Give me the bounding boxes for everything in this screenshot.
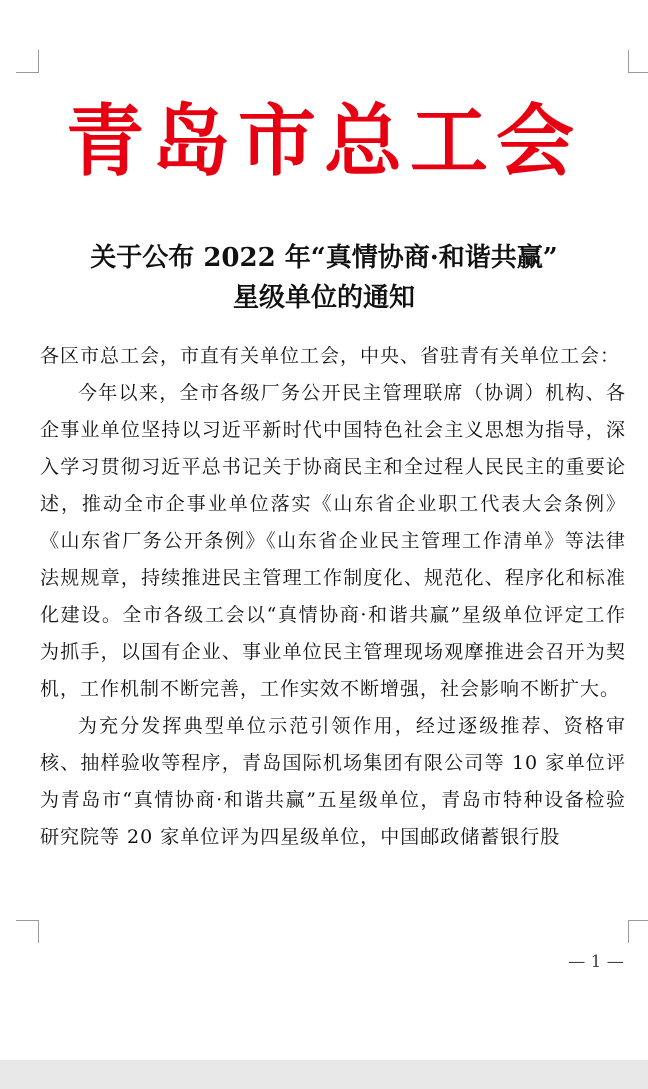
notice-title-line1: 关于公布 2022 年“真情协商·和谐共赢”	[90, 243, 558, 273]
viewer-bottom-strip	[0, 1060, 648, 1089]
crop-mark-top-left	[16, 50, 39, 73]
crop-mark-bottom-left	[16, 920, 39, 943]
paragraph-2: 为充分发挥典型单位示范引领作用，经过逐级推荐、资格审核、抽样验收等程序，青岛国际机场集团有限公司等 10 家单位评为青岛市“真情协商·和谐共赢”五星级单位，青岛市特种设备检验研究院等 20 家单位评为四星级单位，中国邮政储蓄银行股	[40, 715, 626, 848]
salutation: 各区市总工会，市直有关单位工会，中央、省驻青有关单位工会：	[40, 345, 621, 367]
crop-mark-top-right	[628, 50, 648, 73]
notice-title-line2: 星级单位的通知	[232, 283, 415, 313]
paragraph-1: 今年以来，全市各级厂务公开民主管理联席（协调）机构、各企事业单位坚持以习近平新时代中国特色社会主义思想为指导，深入学习贯彻习近平总书记关于协商民主和全过程人民民主的重要论述，推动全市企事业单位落实《山东省企业职工代表大会条例》《山东省厂务公开条例》《山东省企业民主管理工作清单》等法律法规规章，持续推进民主管理工作制度化、规范化、程序化和标准化建设。全市各级工会以“真情协商·和谐共赢”星级单位评定工作为抓手，以国有企业、事业单位民主管理现场观摩推进会召开为契机，工作机制不断完善，工作实效不断增强，社会影响不断扩大。	[40, 382, 626, 700]
notice-body	[40, 338, 626, 856]
page-number: — 1 —	[568, 952, 624, 972]
crop-mark-bottom-right	[628, 920, 648, 943]
red-header-organization: 青岛市总工会	[65, 96, 582, 187]
notice-title	[30, 238, 618, 318]
